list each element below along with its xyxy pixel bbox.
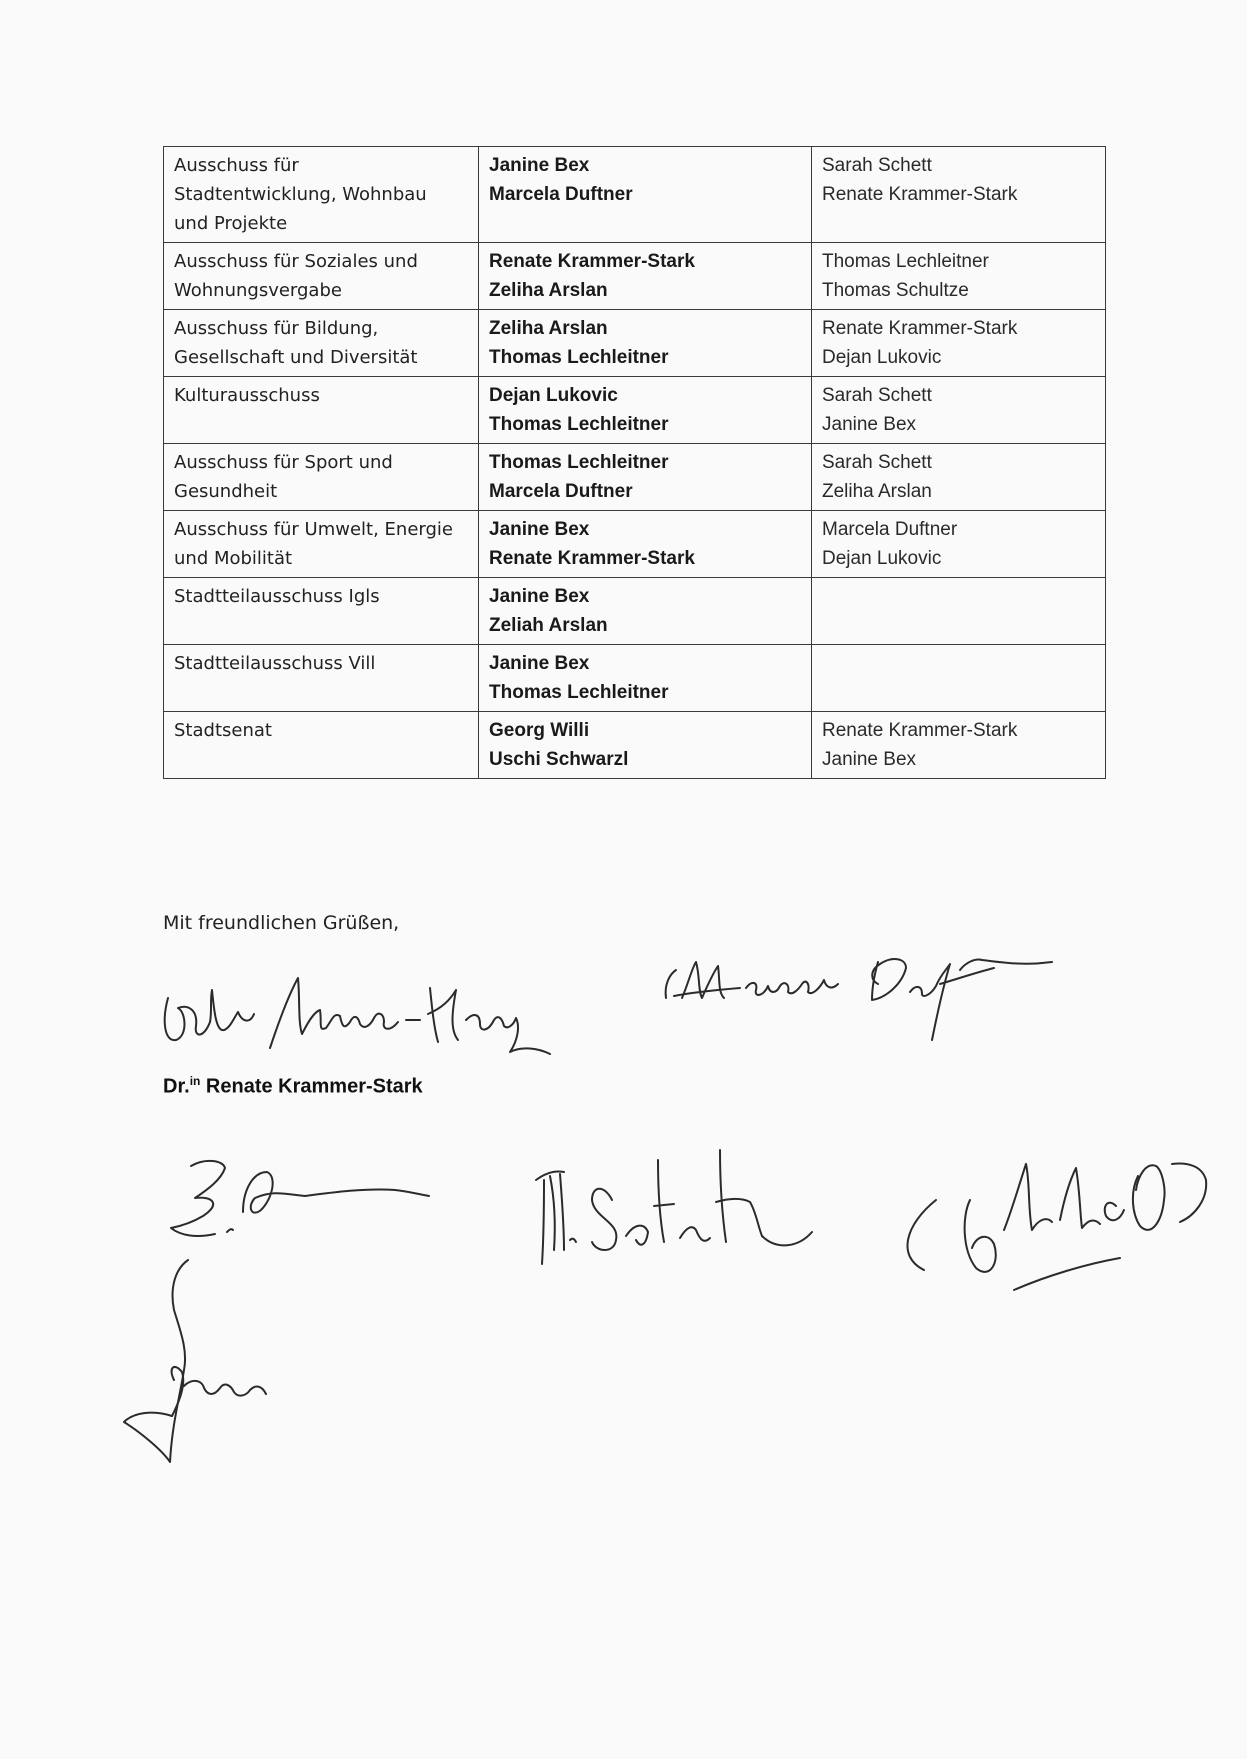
committee-row [164,578,1106,645]
committee-name-cell [164,645,479,712]
substitute-name: Sarah Schett [822,452,932,473]
members-cell [479,578,812,645]
closing-greeting: Mit freundlichen Grüßen, [163,912,400,934]
substitutes-cell [812,511,1106,578]
substitutes-cell [812,578,1106,645]
substitutes-cell [812,645,1106,712]
signature-arslan [155,1150,435,1260]
member-name: Marcela Duftner [489,184,633,205]
committee-row [164,243,1106,310]
committee-name-line: Stadtsenat [174,720,272,741]
substitutes-cell [812,147,1106,243]
member-name: Dejan Lukovic [489,385,618,406]
substitutes-cell [812,712,1106,779]
committee-name-cell [164,310,479,377]
member-name: Georg Willi [489,720,590,741]
committee-table [163,146,1106,779]
member-name: Zeliha Arslan [489,318,608,339]
member-name: Janine Bex [489,653,590,674]
committee-name-line: Gesellschaft und Diversität [174,347,418,368]
members-cell [479,645,812,712]
committee-row [164,147,1106,243]
committee-name-line: Ausschuss für Umwelt, Energie [174,519,453,540]
member-name: Thomas Lechleitner [489,452,669,473]
committee-row [164,377,1106,444]
substitutes-cell [812,243,1106,310]
substitute-name: Janine Bex [822,749,917,770]
member-name: Thomas Lechleitner [489,682,669,703]
member-name: Thomas Lechleitner [489,414,669,435]
member-name: Renate Krammer-Stark [489,251,695,272]
member-name: Thomas Lechleitner [489,347,669,368]
committee-name-line: und Projekte [174,213,288,234]
committee-row [164,444,1106,511]
members-cell [479,377,812,444]
committee-name-cell [164,511,479,578]
member-name: Zeliah Arslan [489,615,608,636]
substitutes-cell [812,310,1106,377]
members-cell [479,444,812,511]
signature-schultze [530,1140,830,1280]
committee-name-line: Ausschuss für Bildung, [174,318,379,339]
signature-lukovic [876,1140,1221,1300]
substitute-name: Renate Krammer-Stark [822,184,1018,205]
committee-name-cell [164,578,479,645]
committee-name-line: Stadtteilausschuss Vill [174,653,376,674]
signature-duftner [660,940,1060,1050]
substitute-name: Thomas Schultze [822,280,969,301]
substitute-name: Zeliha Arslan [822,481,932,502]
committee-name-line: Stadtteilausschuss Igls [174,586,380,607]
member-name: Marcela Duftner [489,481,633,502]
committee-name-line: Ausschuss für [174,155,299,176]
committee-name-cell [164,712,479,779]
members-cell [479,712,812,779]
signature-krammer-stark [158,960,553,1060]
member-name: Janine Bex [489,586,590,607]
committee-name-line: Kulturausschuss [174,385,320,406]
substitute-name: Dejan Lukovic [822,347,942,368]
substitute-name: Thomas Lechleitner [822,251,989,272]
committee-name-cell [164,377,479,444]
substitute-name: Renate Krammer-Stark [822,720,1018,741]
substitutes-cell [812,377,1106,444]
committee-name-line: und Mobilität [174,548,293,569]
signer-name [163,1074,423,1099]
committee-name-line: Stadtentwicklung, Wohnbau [174,184,427,205]
committee-name-line: Ausschuss für Sport und [174,452,393,473]
substitute-name: Janine Bex [822,414,917,435]
signer-prefix: Dr. [163,1075,190,1098]
substitute-name: Sarah Schett [822,385,932,406]
substitute-name: Marcela Duftner [822,519,958,540]
committee-name-line: Gesundheit [174,481,278,502]
members-cell [479,511,812,578]
substitute-name: Renate Krammer-Stark [822,318,1018,339]
member-name: Janine Bex [489,519,590,540]
committee-row [164,511,1106,578]
substitute-name: Dejan Lukovic [822,548,942,569]
substitutes-cell [812,444,1106,511]
committee-name-line: Ausschuss für Soziales und [174,251,418,272]
committee-name-line: Wohnungsvergabe [174,280,342,301]
members-cell [479,147,812,243]
committee-row [164,310,1106,377]
signature-bex [110,1250,310,1480]
committee-row [164,645,1106,712]
substitute-name: Sarah Schett [822,155,932,176]
committee-name-cell [164,444,479,511]
member-name: Uschi Schwarzl [489,749,629,770]
committee-row [164,712,1106,779]
member-name: Zeliha Arslan [489,280,608,301]
committee-name-cell [164,147,479,243]
committee-table-body [164,147,1106,779]
members-cell [479,243,812,310]
signer-prefix-sup: in [189,1074,201,1088]
committee-name-cell [164,243,479,310]
members-cell [479,310,812,377]
signer-name-text: Renate Krammer-Stark [205,1075,423,1098]
member-name: Renate Krammer-Stark [489,548,695,569]
member-name: Janine Bex [489,155,590,176]
